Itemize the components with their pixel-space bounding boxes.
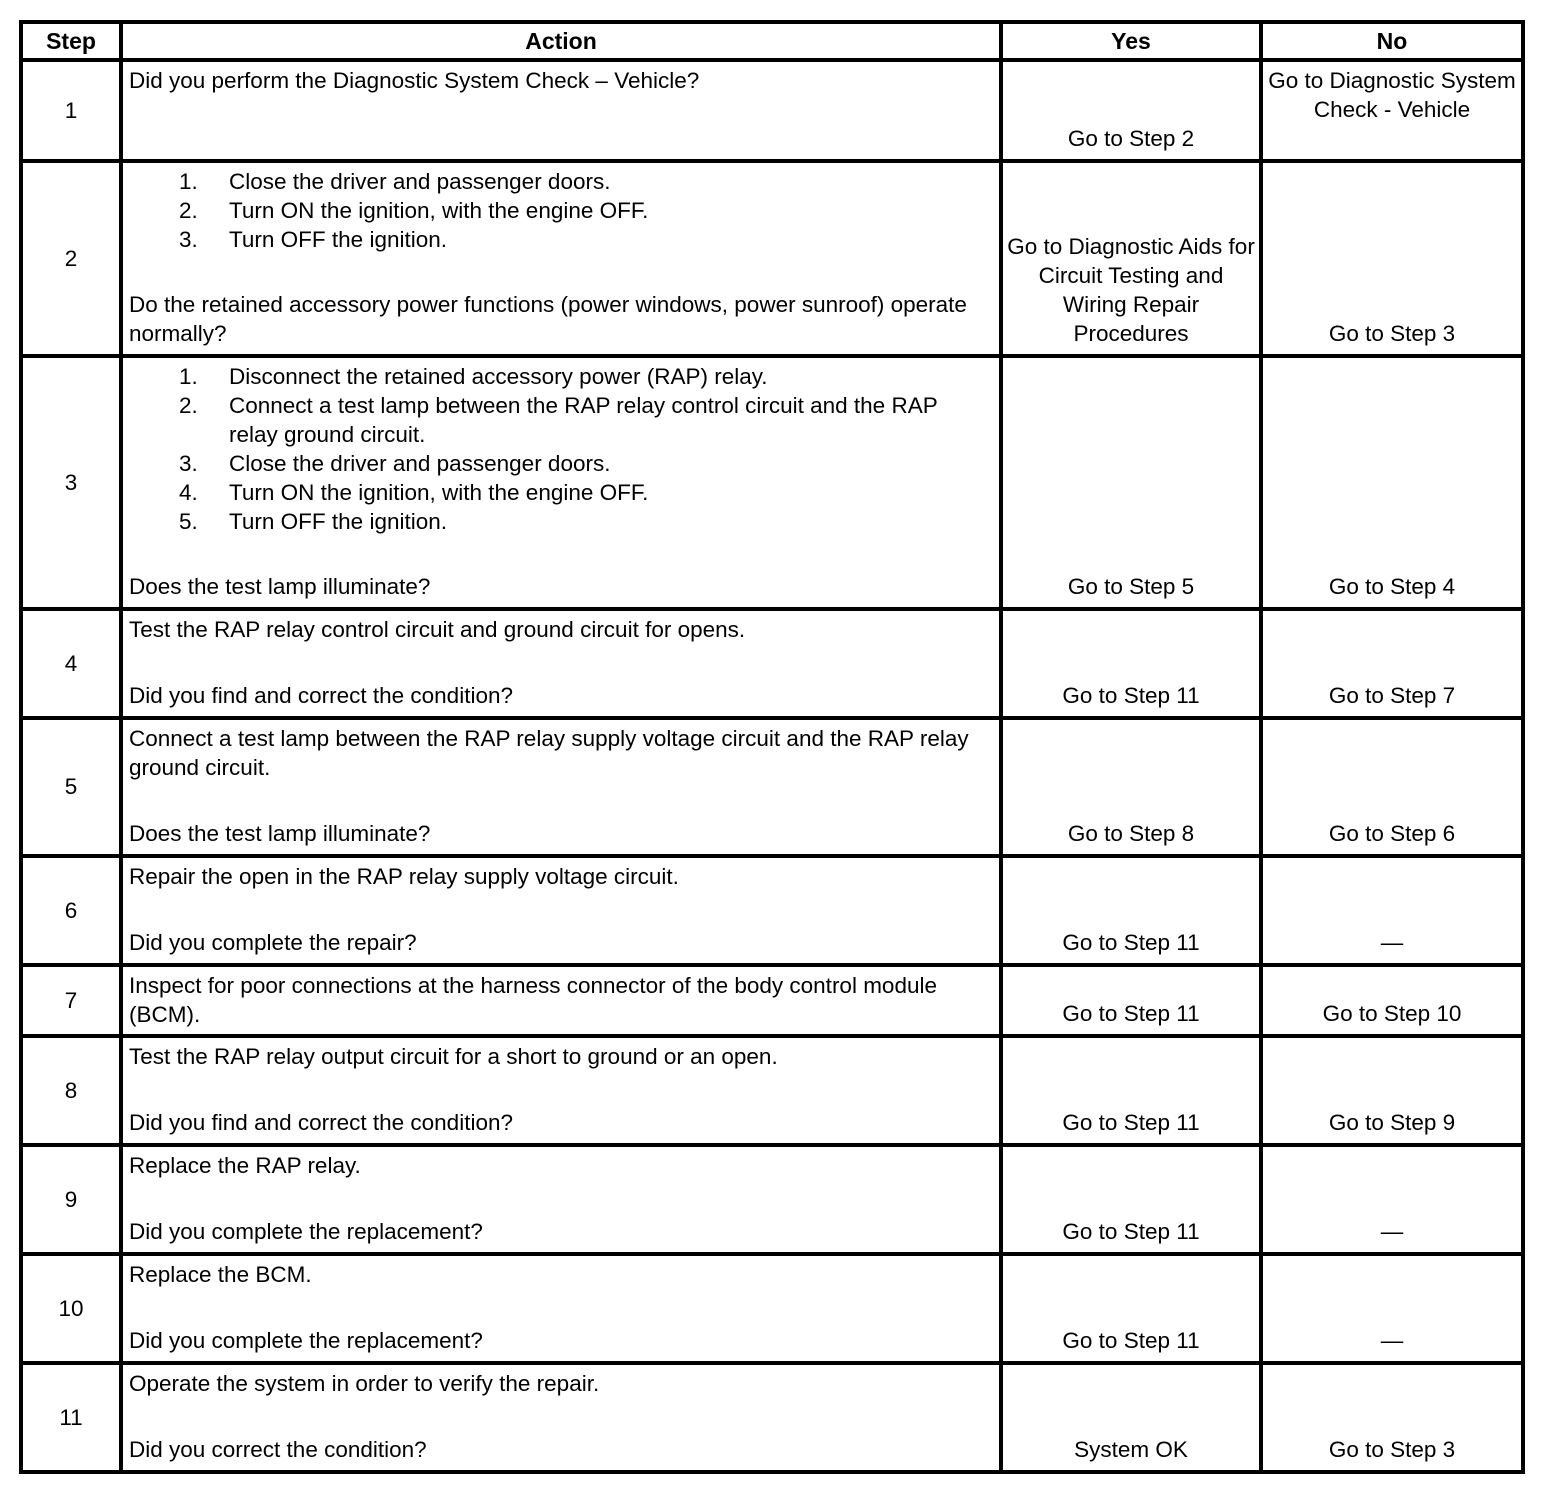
step-number: 10 [21, 1254, 121, 1363]
action-question: Does the test lamp illuminate? [129, 821, 431, 846]
yes-cell [1001, 856, 1261, 965]
action-text: Inspect for poor connections at the harness connector of the body control module (BCM). [129, 973, 937, 1027]
no-cell [1261, 718, 1523, 856]
step-number: 1 [21, 60, 121, 161]
action-cell [121, 356, 1001, 609]
action-cell [121, 1036, 1001, 1145]
action-question: Did you complete the repair? [129, 930, 417, 955]
no-result: Go to Step 4 [1328, 574, 1456, 599]
table-row [21, 965, 1523, 1036]
list-item: 5. Turn OFF the ignition. [179, 509, 448, 534]
yes-result: Go to Diagnostic Aids for Circuit Testing and Wiring Repair Procedures [1007, 234, 1255, 346]
action-text: Test the RAP relay control circuit and ground circuit for opens. [129, 617, 746, 642]
yes-cell [1001, 965, 1261, 1036]
yes-cell [1001, 1036, 1261, 1145]
no-cell [1261, 965, 1523, 1036]
list-item: 2. Turn ON the ignition, with the engine OFF. [179, 198, 649, 223]
yes-result: Go to Step 11 [1062, 1001, 1200, 1026]
no-result: Go to Step 9 [1328, 1110, 1456, 1135]
list-item: 3. Close the driver and passenger doors. [179, 451, 611, 476]
action-question: Did you complete the replacement? [129, 1328, 483, 1353]
step-number: 11 [21, 1363, 121, 1472]
no-result: Go to Step 3 [1328, 321, 1456, 346]
step-number: 4 [21, 609, 121, 718]
header-action: Action [121, 22, 1001, 60]
no-cell [1261, 1363, 1523, 1472]
yes-result: Go to Step 11 [1062, 1219, 1200, 1244]
table-row [21, 1036, 1523, 1145]
action-question: Did you correct the condition? [129, 1437, 427, 1462]
action-text: Repair the open in the RAP relay supply voltage circuit. [129, 864, 679, 889]
list-item: 4. Turn ON the ignition, with the engine OFF. [179, 480, 649, 505]
step-number: 6 [21, 856, 121, 965]
action-question: Did you find and correct the condition? [129, 1110, 513, 1135]
list-item: 3. Turn OFF the ignition. [179, 227, 448, 252]
table-row [21, 1254, 1523, 1363]
yes-result: Go to Step 11 [1062, 930, 1200, 955]
step-number: 3 [21, 356, 121, 609]
no-cell [1261, 356, 1523, 609]
yes-result: Go to Step 11 [1062, 683, 1200, 708]
header-yes: Yes [1001, 22, 1261, 60]
instruction-list [129, 167, 991, 254]
action-text: Test the RAP relay output circuit for a short to ground or an open. [129, 1044, 778, 1069]
diagnostic-table [19, 20, 1525, 1474]
yes-cell [1001, 609, 1261, 718]
table-row [21, 609, 1523, 718]
no-result: Go to Step 6 [1328, 821, 1456, 846]
step-number: 7 [21, 965, 121, 1036]
no-cell [1261, 609, 1523, 718]
list-item: 1. Disconnect the retained accessory power (RAP) relay. [179, 364, 768, 389]
table-row [21, 856, 1523, 965]
table-row [21, 718, 1523, 856]
yes-result: System OK [1074, 1437, 1188, 1462]
yes-cell [1001, 356, 1261, 609]
action-cell [121, 965, 1001, 1036]
yes-result: Go to Step 5 [1067, 574, 1195, 599]
action-cell [121, 1145, 1001, 1254]
yes-cell [1001, 161, 1261, 356]
action-cell [121, 609, 1001, 718]
action-question: Did you complete the replacement? [129, 1219, 483, 1244]
yes-cell [1001, 718, 1261, 856]
no-result: Go to Step 7 [1328, 683, 1456, 708]
table-row [21, 60, 1523, 161]
list-item: 1. Close the driver and passenger doors. [179, 169, 611, 194]
yes-result: Go to Step 2 [1067, 126, 1195, 151]
no-result: — [1380, 1219, 1404, 1244]
header-no: No [1261, 22, 1523, 60]
action-question: Did you perform the Diagnostic System Check – Vehicle? [129, 68, 700, 93]
action-question: Does the test lamp illuminate? [129, 574, 431, 599]
action-question: Do the retained accessory power functions (power windows, power sunroof) operate normally? [129, 292, 967, 346]
action-text: Connect a test lamp between the RAP relay supply voltage circuit and the RAP relay ground circuit. [129, 726, 969, 780]
action-cell [121, 1363, 1001, 1472]
no-result: Go to Step 3 [1328, 1437, 1456, 1462]
no-result: — [1380, 930, 1404, 955]
yes-cell [1001, 60, 1261, 161]
no-result: Go to Diagnostic System Check - Vehicle [1268, 68, 1516, 122]
yes-result: Go to Step 8 [1067, 821, 1195, 846]
action-cell [121, 161, 1001, 356]
instruction-list [129, 362, 991, 536]
yes-cell [1001, 1145, 1261, 1254]
no-cell [1261, 1036, 1523, 1145]
no-result: — [1380, 1328, 1404, 1353]
no-cell [1261, 161, 1523, 356]
action-cell [121, 60, 1001, 161]
action-cell [121, 1254, 1001, 1363]
step-number: 8 [21, 1036, 121, 1145]
yes-cell [1001, 1363, 1261, 1472]
table-row [21, 1363, 1523, 1472]
no-result: Go to Step 10 [1322, 1001, 1462, 1026]
step-number: 9 [21, 1145, 121, 1254]
step-number: 2 [21, 161, 121, 356]
no-cell [1261, 1254, 1523, 1363]
no-cell [1261, 60, 1523, 161]
yes-cell [1001, 1254, 1261, 1363]
yes-result: Go to Step 11 [1062, 1110, 1200, 1135]
table-row [21, 1145, 1523, 1254]
step-number: 5 [21, 718, 121, 856]
header-step: Step [21, 22, 121, 60]
action-cell [121, 856, 1001, 965]
table-row [21, 356, 1523, 609]
action-text: Replace the RAP relay. [129, 1153, 361, 1178]
action-text: Replace the BCM. [129, 1262, 312, 1287]
no-cell [1261, 856, 1523, 965]
table-row [21, 161, 1523, 356]
action-cell [121, 718, 1001, 856]
header-row [21, 22, 1523, 60]
yes-result: Go to Step 11 [1062, 1328, 1200, 1353]
action-text: Operate the system in order to verify the repair. [129, 1371, 600, 1396]
no-cell [1261, 1145, 1523, 1254]
action-question: Did you find and correct the condition? [129, 683, 513, 708]
list-item: 2. Connect a test lamp between the RAP relay control circuit and the RAP relay ground circuit. [179, 393, 938, 447]
